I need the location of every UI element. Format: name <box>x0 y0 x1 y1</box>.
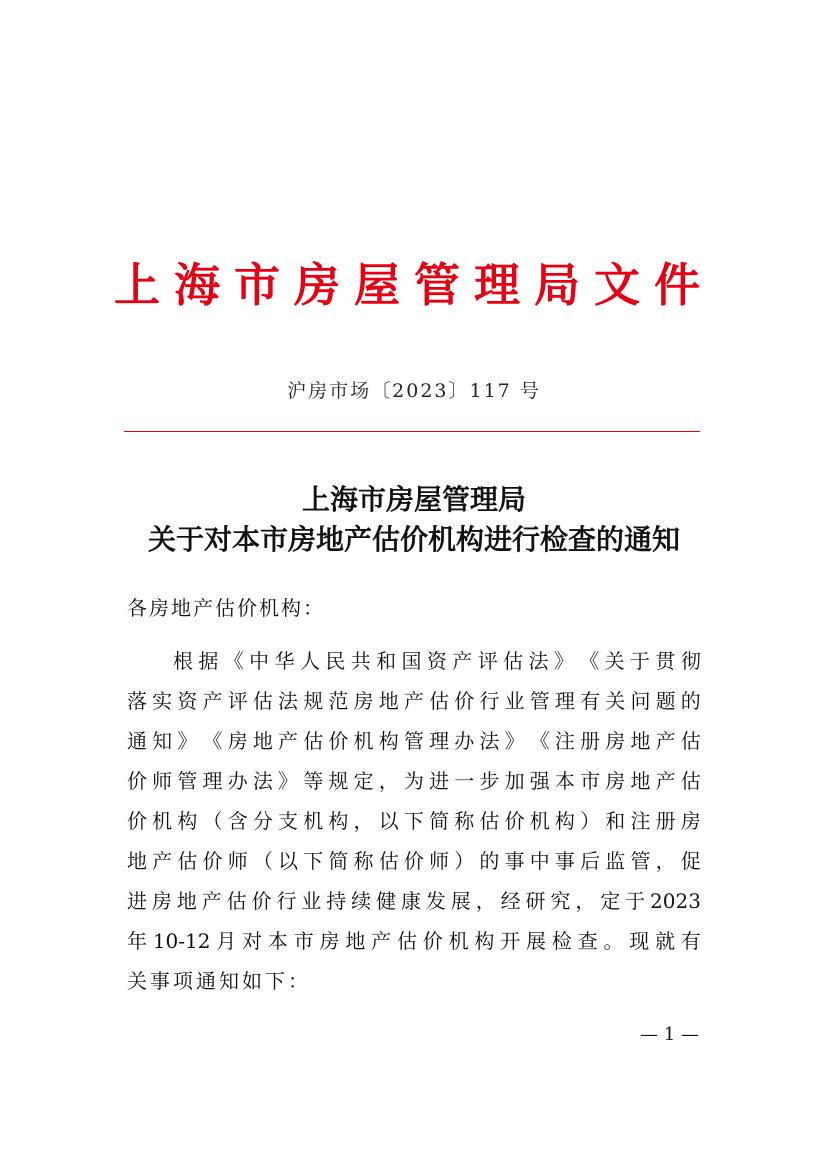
body-line: 地 产 估 价 师 （ 以 下 简 称 估 价 师 ） 的 事 中 事 后 监 管 ， 促 <box>127 849 701 873</box>
notice-title-line-2: 关于对本市房地产估价机构进行检查的通知 <box>147 523 680 556</box>
body-line: 落 实 资 产 评 估 法 规 范 房 地 产 估 价 行 业 管 理 有 关 问 题 的 <box>127 689 701 713</box>
page-number: — 1 — <box>640 1024 699 1045</box>
body-line: 年 10-12 月 对 本 市 房 地 产 估 价 机 构 开 展 检 查 。 现 就 有 <box>127 929 701 953</box>
red-divider-line <box>124 431 700 432</box>
addressee: 各房地产估价机构： <box>127 596 325 620</box>
body-line: 价 机 构 （ 含 分 支 机 构 ， 以 下 简 称 估 价 机 构 ） 和 注 册 房 <box>127 809 701 833</box>
body-paragraph <box>127 641 701 1001</box>
notice-title-line-1: 上海市房屋管理局 <box>301 483 526 516</box>
body-line: 根 据 《 中 华 人 民 共 和 国 资 产 评 估 法 》 《 关 于 贯 彻 <box>173 649 701 673</box>
body-line: 价 师 管 理 办 法 》 等 规 定 ， 为 进 一 步 加 强 本 市 房 地 产 估 <box>127 769 701 793</box>
notice-title <box>0 480 828 560</box>
body-line: 通 知 》 《 房 地 产 估 价 机 构 管 理 办 法 》 《 注 册 房 地 产 估 <box>127 729 701 753</box>
document-header-title: 上海市房屋管理局文件 <box>114 258 714 312</box>
body-line: 进 房 地 产 估 价 行 业 持 续 健 康 发 展 ， 经 研 究 ， 定 于 2023 <box>127 889 701 913</box>
document-number: 沪房市场〔2023〕117 号 <box>287 380 541 402</box>
body-line: 关 事 项 通 知 如 下 ： <box>127 969 311 993</box>
